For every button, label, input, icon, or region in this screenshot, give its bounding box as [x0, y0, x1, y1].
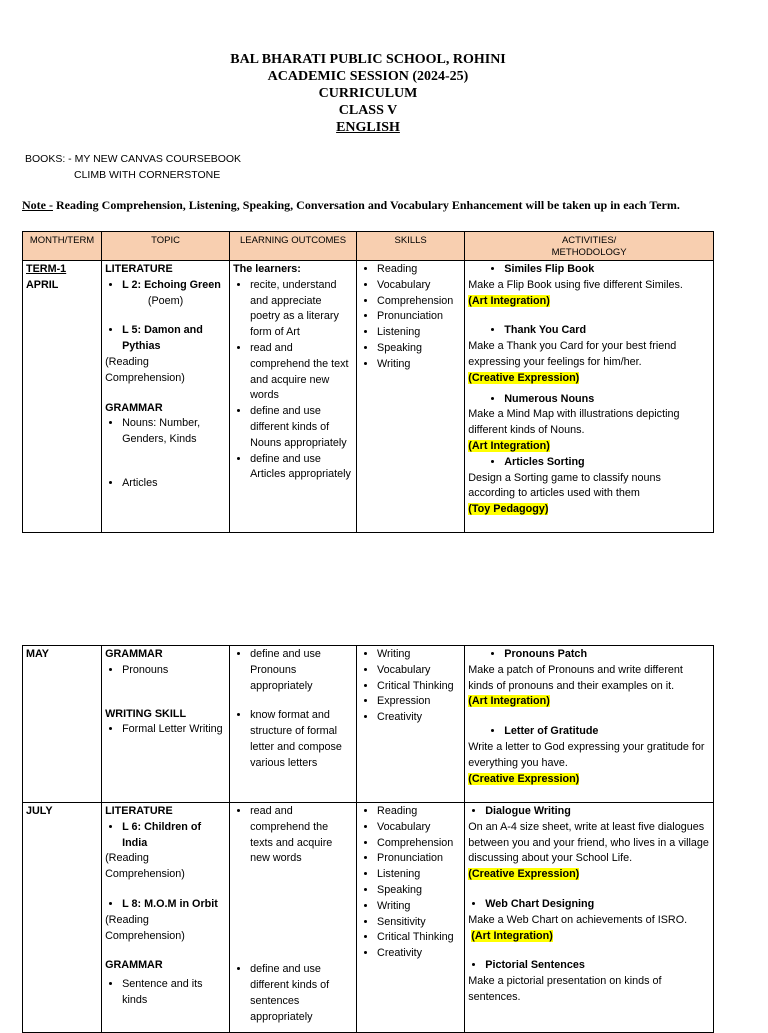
list-item: • define and use different kinds of sentences appropriately — [250, 962, 353, 1025]
document-type: CURRICULUM — [318, 86, 418, 101]
col-month — [23, 232, 102, 261]
list-item: • Sensitivity — [377, 915, 461, 931]
list-item: • Reading — [377, 804, 461, 820]
activity-tag: (Creative Expression) — [468, 772, 580, 785]
activity-title — [468, 262, 710, 278]
activity-tag: (Art Integration) — [468, 294, 550, 307]
list-item: • define and use Pronouns appropriately — [250, 647, 353, 694]
skills-list — [360, 262, 461, 373]
list-item: • Pronunciation — [377, 851, 461, 867]
topic-sub: (Reading Comprehension) — [105, 355, 185, 384]
list-item: • Comprehension — [377, 294, 461, 310]
topic-list — [105, 663, 226, 679]
cell-month — [23, 261, 102, 533]
book-2: CLIMB WITH CORNERSTONE — [74, 169, 221, 181]
activity-tag: (Art Integration) — [471, 929, 553, 942]
cell-skills — [357, 803, 465, 1033]
cell-topic — [102, 261, 230, 533]
activity-text: Make a Flip Book using five different Similes. — [468, 278, 683, 291]
outcomes-list — [233, 962, 353, 1025]
list-item: • L 6: Children of India — [122, 820, 226, 852]
skills-list — [360, 804, 461, 962]
list-item: • recite, understand and appreciate poetry as a literary form of Art — [250, 278, 353, 341]
grammar-heading: GRAMMAR — [105, 959, 163, 972]
cell-outcomes — [230, 803, 357, 1033]
activity-title — [468, 724, 710, 740]
list-item: • Pronunciation — [377, 309, 461, 325]
list-item: • Sentence and its kinds — [122, 977, 226, 1009]
list-item: • Pictorial Sentences — [485, 958, 710, 974]
list-item: • know format and structure of formal letter and compose various letters — [250, 708, 353, 771]
cell-activities — [465, 646, 714, 803]
list-item: • Pronouns — [122, 663, 226, 679]
topic-sub: (Reading Comprehension) — [105, 913, 185, 942]
list-item: • Reading — [377, 262, 461, 278]
col-activities-label: ACTIVITIES/ — [561, 235, 617, 246]
book-1: BOOKS: - MY NEW CANVAS COURSEBOOK — [25, 153, 242, 165]
list-item: • Thank You Card — [504, 323, 710, 339]
col-month-label: MONTH/TERM — [29, 235, 95, 246]
topic-list — [105, 722, 226, 738]
list-item: • Writing — [377, 357, 461, 373]
list-item: • Expression — [377, 694, 461, 710]
activity-text: Write a letter to God expressing your gratitude for everything you have. — [468, 740, 705, 769]
table-header-row — [23, 232, 714, 261]
curriculum-table-term1-cont — [22, 645, 714, 1033]
list-item: • Creativity — [377, 710, 461, 726]
literature-heading: LITERATURE — [105, 805, 173, 817]
outcomes-list — [233, 647, 353, 694]
activity-text: Design a Sorting game to classify nouns according to articles used with them — [468, 471, 661, 500]
grammar-heading: GRAMMAR — [105, 648, 163, 660]
skills-list — [360, 647, 461, 726]
table-row-july — [23, 803, 714, 1033]
curriculum-table-term1 — [22, 231, 714, 533]
cell-outcomes — [230, 261, 357, 533]
topic-list — [105, 820, 226, 852]
topic-sub: (Poem) — [147, 294, 184, 307]
col-topic-label: TOPIC — [151, 235, 180, 246]
books-list — [25, 151, 241, 183]
list-item: • Letter of Gratitude — [504, 724, 710, 740]
col-activities — [465, 232, 714, 261]
list-item: • Numerous Nouns — [504, 392, 710, 408]
activity-tag: (Art Integration) — [468, 439, 550, 452]
outcomes-list — [233, 804, 353, 867]
note-label: Note - — [22, 198, 53, 212]
list-item: • Speaking — [377, 883, 461, 899]
month-label: JULY — [26, 805, 53, 817]
col-skills — [357, 232, 465, 261]
list-item: • Web Chart Designing — [485, 897, 710, 913]
list-item: • Comprehension — [377, 836, 461, 852]
topic-list — [105, 977, 226, 1009]
list-item: • Nouns: Number, Genders, Kinds — [122, 416, 226, 448]
outcomes-list — [233, 708, 353, 771]
topic-list — [105, 897, 226, 913]
activity-title — [468, 804, 710, 820]
cell-month — [23, 646, 102, 803]
list-item: • L 2: Echoing Green — [122, 278, 226, 294]
activity-text: Make a patch of Pronouns and write different kinds of pronouns and their examples on it. — [468, 663, 683, 692]
table-row-april — [23, 261, 714, 533]
cell-topic — [102, 803, 230, 1033]
list-item: • Articles Sorting — [504, 455, 710, 471]
list-item: • Vocabulary — [377, 820, 461, 836]
activity-title — [468, 323, 710, 339]
activity-title — [468, 455, 710, 471]
cell-month — [23, 803, 102, 1033]
activity-text: Make a Mind Map with illustrations depicting different kinds of Nouns. — [468, 408, 680, 437]
col-outcomes — [230, 232, 357, 261]
topic-list — [105, 278, 226, 294]
cell-activities — [465, 261, 714, 533]
list-item: • Writing — [377, 647, 461, 663]
list-item: • Creativity — [377, 946, 461, 962]
cell-skills — [357, 646, 465, 803]
cell-skills — [357, 261, 465, 533]
list-item: • Critical Thinking — [377, 930, 461, 946]
list-item: • Formal Letter Writing — [122, 722, 226, 738]
list-item: • Speaking — [377, 341, 461, 357]
list-item: • Listening — [377, 325, 461, 341]
col-outcomes-label: LEARNING OUTCOMES — [240, 235, 347, 246]
academic-session: ACADEMIC SESSION (2024-25) — [267, 69, 469, 84]
activity-title — [468, 958, 710, 974]
list-item: • Listening — [377, 867, 461, 883]
list-item: • define and use Articles appropriately — [250, 452, 353, 484]
topic-list — [105, 323, 226, 355]
class-name: CLASS V — [338, 103, 398, 118]
list-item: • Similes Flip Book — [504, 262, 710, 278]
topic-sub: (Reading Comprehension) — [105, 852, 185, 881]
cell-outcomes — [230, 646, 357, 803]
cell-topic — [102, 646, 230, 803]
literature-heading: LITERATURE — [105, 263, 173, 275]
activity-text: Make a Web Chart on achievements of ISRO. — [468, 913, 688, 926]
subject-name: ENGLISH — [336, 120, 400, 135]
list-item: • read and comprehend the texts and acquire new words — [250, 804, 353, 867]
col-topic — [102, 232, 230, 261]
activity-tag: (Art Integration) — [468, 695, 550, 708]
month-label: MAY — [26, 648, 50, 660]
col-methodology-label: METHODOLOGY — [551, 247, 627, 258]
topic-list — [105, 476, 226, 492]
activity-title — [468, 897, 710, 913]
note-text: Reading Comprehension, Listening, Speaking, Conversation and Vocabulary Enhancement will be taken up in each Term. — [52, 198, 680, 212]
list-item: • read and comprehend the text and acquire new words — [250, 341, 353, 404]
activity-text: Make a Thank you Card for your best friend expressing your feelings for him/her. — [468, 340, 677, 368]
activity-tag: (Toy Pedagogy) — [468, 503, 549, 516]
grammar-heading: GRAMMAR — [105, 401, 163, 414]
list-item: • Vocabulary — [377, 663, 461, 679]
activity-tag: (Creative Expression) — [468, 371, 580, 384]
month-label: APRIL — [26, 278, 59, 291]
note — [22, 198, 680, 213]
outcomes-list — [233, 278, 353, 483]
list-item: • L 5: Damon and Pythias — [122, 323, 226, 355]
activity-text: On an A-4 size sheet, write at least five dialogues between you and your friend, who lives in a village discussing about your School Life. — [468, 820, 709, 865]
outcomes-heading: The learners: — [233, 263, 301, 275]
col-skills-label: SKILLS — [394, 235, 427, 246]
school-name: BAL BHARATI PUBLIC SCHOOL, ROHINI — [230, 52, 506, 67]
list-item: • define and use different kinds of Nouns appropriately — [250, 404, 353, 451]
list-item: • Pronouns Patch — [504, 647, 710, 663]
topic-list — [105, 416, 226, 448]
activity-title — [468, 647, 710, 663]
cell-activities — [465, 803, 714, 1033]
activity-text: Make a pictorial presentation on kinds of sentences. — [468, 975, 662, 1003]
list-item: • Writing — [377, 899, 461, 915]
table-row-may — [23, 646, 714, 803]
list-item: • Articles — [122, 476, 226, 492]
writing-skill-heading: WRITING SKILL — [105, 707, 187, 720]
document-header — [0, 51, 736, 136]
list-item: • Vocabulary — [377, 278, 461, 294]
list-item: • Dialogue Writing — [485, 804, 710, 820]
term-label: TERM-1 — [26, 263, 67, 275]
activity-tag: (Creative Expression) — [468, 868, 580, 881]
list-item: • L 8: M.O.M in Orbit — [122, 897, 226, 913]
list-item: • Critical Thinking — [377, 679, 461, 695]
activity-title — [468, 392, 710, 408]
